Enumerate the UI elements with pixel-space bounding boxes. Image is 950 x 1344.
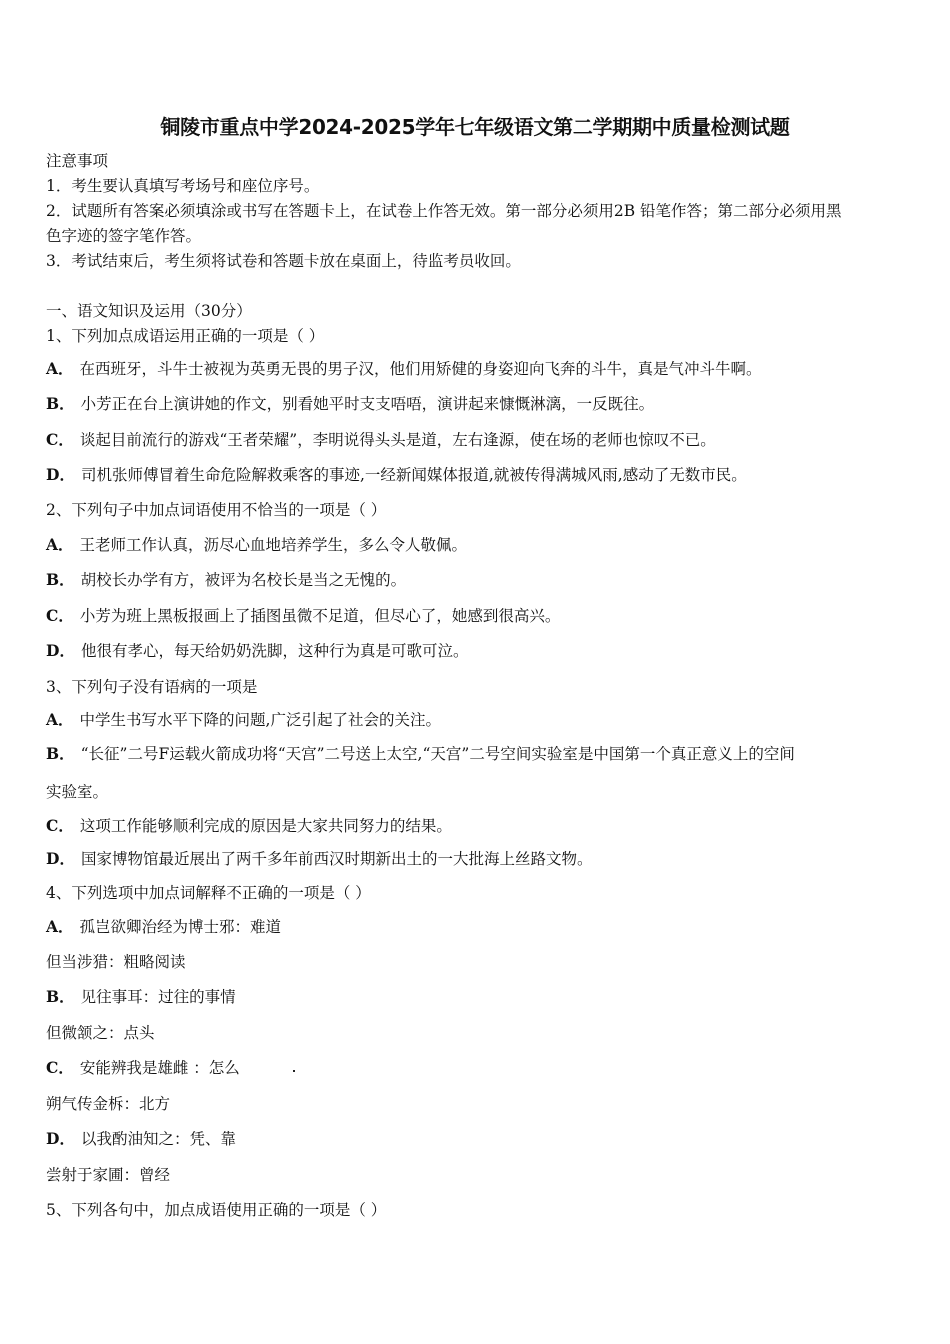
option-text: 安能辨我是雄雌 ：怎么: [79, 1059, 240, 1077]
option-text: 见往事耳：过往的事情: [80, 988, 236, 1006]
option-label: C．: [46, 430, 74, 449]
option-label: D．: [46, 1129, 75, 1148]
question-4-option-b: [46, 986, 236, 1008]
question-4-stem: 4、下列选项中加点词解释不正确的一项是（ ）: [46, 884, 371, 902]
question-4-option-c: [46, 1057, 240, 1079]
question-2-option-c: [46, 605, 560, 627]
option-text: 小芳正在台上演讲她的作文，别看她平时支支唔唔，演讲起来慷慨淋漓，一反既往。: [80, 395, 655, 413]
question-2-option-b: [46, 569, 406, 591]
option-text: 朔气传金柝：北方: [46, 1095, 171, 1113]
question-1-option-d: [46, 464, 747, 486]
page-title: 铜陵市重点中学2024-2025学年七年级语文第二学期期中质量检测试题: [160, 115, 790, 139]
option-text: 胡校长办学有方，被评为名校长是当之无愧的。: [80, 571, 407, 589]
question-1-option-c: [46, 429, 716, 451]
option-label: C．: [46, 606, 74, 625]
option-text: 小芳为班上黑板报画上了插图虽微不足道，但尽心了，她感到很高兴。: [79, 607, 561, 625]
option-label: B．: [46, 744, 75, 763]
question-4-option-b-cont: [46, 1022, 155, 1044]
notice-item: 色字迹的签字笔作答。: [46, 227, 202, 245]
question-3-option-c: [46, 815, 452, 837]
option-text: 实验室。: [46, 783, 109, 801]
question-2-option-a: [46, 534, 467, 556]
section-heading: 一、语文知识及运用（30分）: [46, 302, 252, 320]
option-text: 这项工作能够顺利完成的原因是大家共同努力的结果。: [79, 817, 452, 835]
option-label: D．: [46, 641, 75, 660]
option-text: 以我酌油知之：凭、靠: [80, 1130, 236, 1148]
question-1-option-a: [46, 358, 762, 380]
question-5-stem: 5、下列各句中，加点成语使用正确的一项是（ ）: [46, 1201, 387, 1219]
option-label: B．: [46, 394, 75, 413]
question-3-option-b-cont: [46, 781, 108, 803]
option-label: C．: [46, 1058, 74, 1077]
question-3-option-d: [46, 848, 592, 870]
question-2-option-d: [46, 640, 468, 662]
question-2-stem: 2、下列句子中加点词语使用不恰当的一项是（ ）: [46, 501, 387, 519]
option-text: 孤岂欲卿治经为博士邪：难道: [79, 918, 282, 936]
option-text: 但微颔之：点头: [46, 1024, 155, 1042]
option-label: D．: [46, 849, 75, 868]
option-label: A．: [46, 535, 74, 554]
option-text: 尝射于家圃：曾经: [46, 1166, 171, 1184]
option-label: A．: [46, 359, 74, 378]
question-4-option-d-cont: [46, 1164, 170, 1186]
question-4-option-c-cont: [46, 1093, 170, 1115]
option-text: 他很有孝心，每天给奶奶洗脚，这种行为真是可歌可泣。: [80, 642, 469, 660]
question-4-option-a-cont: [46, 951, 186, 973]
option-label: D．: [46, 465, 75, 484]
option-text: 但当涉猎：粗略阅读: [46, 953, 186, 971]
question-4-option-d: [46, 1128, 236, 1150]
question-3-stem: 3、下列句子没有语病的一项是: [46, 678, 258, 696]
question-1-stem: 1、下列加点成语运用正确的一项是（ ）: [46, 327, 325, 345]
option-label: B．: [46, 987, 75, 1006]
option-label: A．: [46, 917, 74, 936]
option-label: B．: [46, 570, 75, 589]
question-4-option-a: [46, 916, 281, 938]
notice-heading: 注意事项: [46, 152, 109, 170]
option-label: A．: [46, 710, 74, 729]
question-3-option-b: [46, 743, 795, 765]
option-text: 谈起目前流行的游戏“王者荣耀”，李明说得头头是道，左右逢源，使在场的老师也惊叹不已。: [79, 431, 716, 449]
question-3-option-a: [46, 709, 441, 731]
question-1-option-b: [46, 393, 654, 415]
option-text: “长征”二号F运载火箭成功将“天宫”二号送上太空,“天宫”二号空间实验室是中国第一个真正意义上的空间: [80, 745, 795, 763]
stray-dot: [293, 1070, 295, 1072]
notice-item: 3．考试结束后，考生须将试卷和答题卡放在桌面上，待监考员收回。: [46, 252, 521, 270]
option-text: 王老师工作认真，沥尽心血地培养学生，多么令人敬佩。: [79, 536, 468, 554]
option-text: 司机张师傅冒着生命危险解救乘客的事迹,一经新闻媒体报道,就被传得满城风雨,感动了无数市民。: [80, 466, 747, 484]
option-text: 中学生书写水平下降的问题,广泛引起了社会的关注。: [79, 711, 441, 729]
option-text: 国家博物馆最近展出了两千多年前西汉时期新出土的一大批海上丝路文物。: [80, 850, 593, 868]
notice-item: 2．试题所有答案必须填涂或书写在答题卡上，在试卷上作答无效。第一部分必须用2B 铅笔作答；第二部分必须用黑: [46, 202, 842, 220]
option-text: 在西班牙，斗牛士被视为英勇无畏的男子汉，他们用矫健的身姿迎向飞奔的斗牛，真是气冲斗牛啊。: [79, 360, 762, 378]
option-label: C．: [46, 816, 74, 835]
notice-item: 1．考生要认真填写考场号和座位序号。: [46, 177, 320, 195]
